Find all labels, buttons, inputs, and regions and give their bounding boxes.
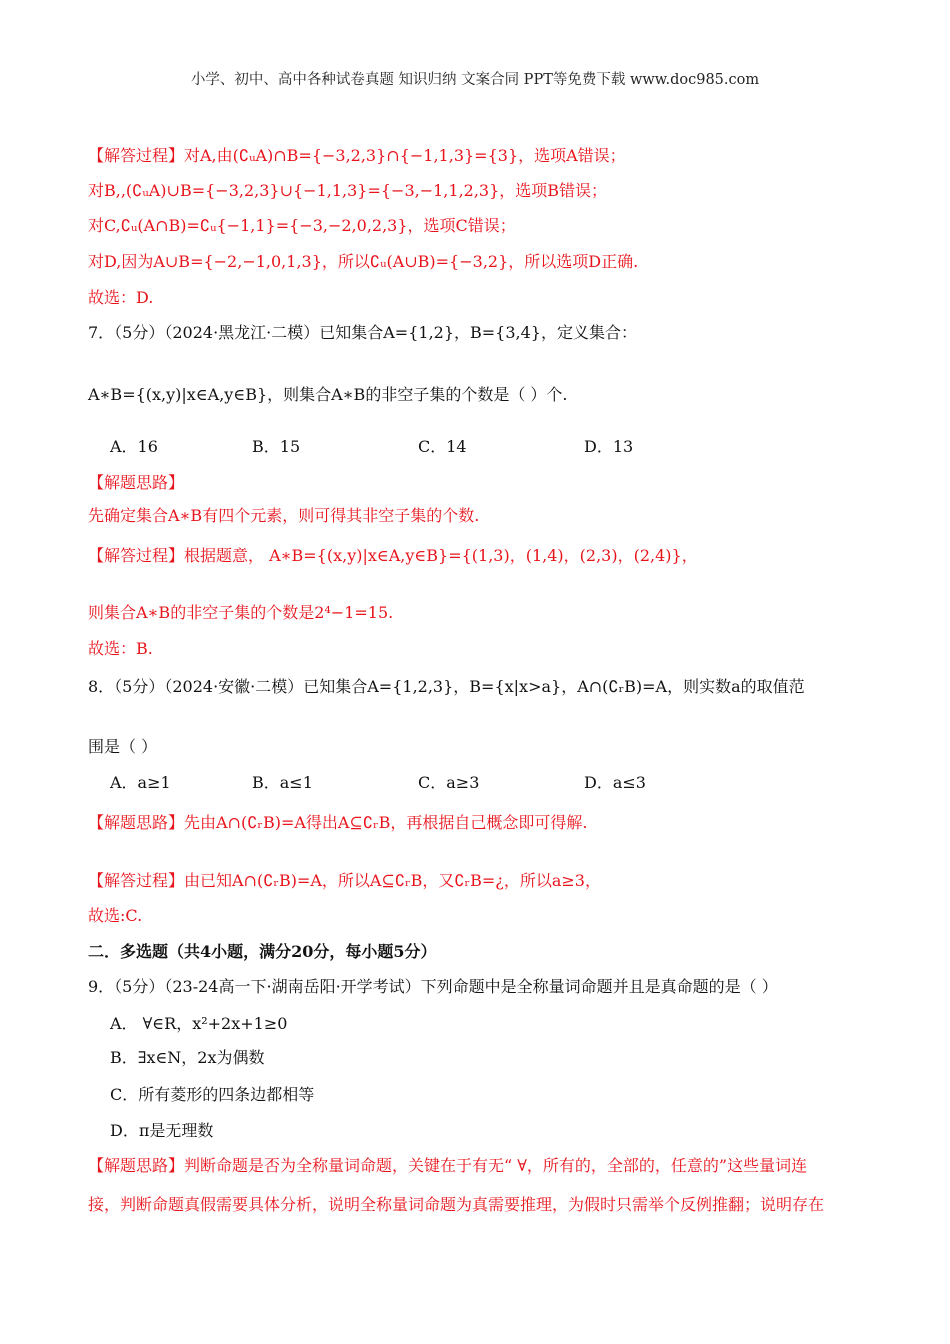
q8-option-d: D．a≤3 [584,773,646,792]
q9-idea-2: 接，判断命题真假需要具体分析，说明全称量词命题为真需要推理，为假时只需举个反例推翻；说明存在 [88,1195,825,1214]
q7-stem-2: A∗B={(x,y)|x∈A,y∈B}，则集合A∗B的非空子集的个数是（ ）个. [88,385,568,404]
q7-option-b: B．15 [252,437,301,456]
p6-answer: 故选：D. [88,288,154,307]
q8-option-c: C．a≥3 [418,773,480,792]
q7-option-c: C．14 [418,437,467,456]
q8-stem-2: 围是（ ） [88,737,158,756]
q8-stem: 8．（5分）（2024·安徽·二模）已知集合A={1,2,3}，B={x|x>a}，A∩(∁ᵣB)=A，则实数a的取值范 [88,677,805,696]
section-2-title: 二．多选题（共4小题，满分20分，每小题5分） [88,942,437,961]
page-header: 小学、初中、高中各种试卷真题 知识归纳 文案合同 PPT等免费下载 www.doc985.com [190,72,760,88]
p6-solution-line-3: 对C,∁ᵤ(A∩B)=∁ᵤ{−1,1}={−3,−2,0,2,3}，选项C错误； [88,216,516,235]
q7-option-a: A．16 [110,437,158,456]
q7-option-d: D．13 [584,437,634,456]
q7-idea: 先确定集合A∗B有四个元素，则可得其非空子集的个数. [88,506,480,525]
q8-option-b: B．a≤1 [252,773,313,792]
q7-idea-label: 【解题思路】 [88,473,185,492]
q8-idea: 【解题思路】先由A∩(∁ᵣB)=A得出A⊆∁ᵣB，再根据自己概念即可得解. [88,813,588,832]
p6-solution-line-1: 【解答过程】对A,由(∁ᵤA)∩B={−3,2,3}∩{−1,1,3}={3}，选项A错误； [88,146,626,165]
q9-idea: 【解题思路】判断命题是否为全称量词命题，关键在于有无“ ∀，所有的，全部的，任意的”这些量词连 [88,1156,808,1175]
q7-answer: 故选：B. [88,639,153,658]
q7-stem: 7．（5分）（2024·黑龙江·二模）已知集合A={1,2}，B={3,4}，定义集合： [88,323,637,342]
q8-option-a: A．a≥1 [110,773,171,792]
q7-process: 【解答过程】根据题意， A∗B={(x,y)|x∈A,y∈B}={(1,3)，(1,4)，(2,3)，(2,4)}， [88,546,698,565]
q9-option-d: D．π是无理数 [110,1121,214,1140]
q9-option-b: B．∃x∈N，2x为偶数 [110,1048,265,1067]
q9-option-a: A． ∀∈R，x²+2x+1≥0 [110,1014,288,1033]
q9-option-c: C．所有菱形的四条边都相等 [110,1085,315,1104]
p6-solution-line-2: 对B,,(∁ᵤA)∪B={−3,2,3}∪{−1,1,3}={−3,−1,1,2,3}，选项B错误； [88,181,608,200]
q9-stem: 9．（5分）（23-24高一下·湖南岳阳·开学考试）下列命题中是全称量词命题并且是真命题的是（ ） [88,977,778,996]
q8-answer: 故选:C. [88,906,143,925]
p6-solution-line-4: 对D,因为A∪B={−2,−1,0,1,3}，所以∁ᵤ(A∪B)={−3,2}，所以选项D正确. [88,252,639,271]
q8-process: 【解答过程】由已知A∩(∁ᵣB)=A，所以A⊆∁ᵣB，又∁ᵣB=¿，所以a≥3， [88,871,601,890]
q7-process-2: 则集合A∗B的非空子集的个数是2⁴−1=15. [88,603,394,622]
